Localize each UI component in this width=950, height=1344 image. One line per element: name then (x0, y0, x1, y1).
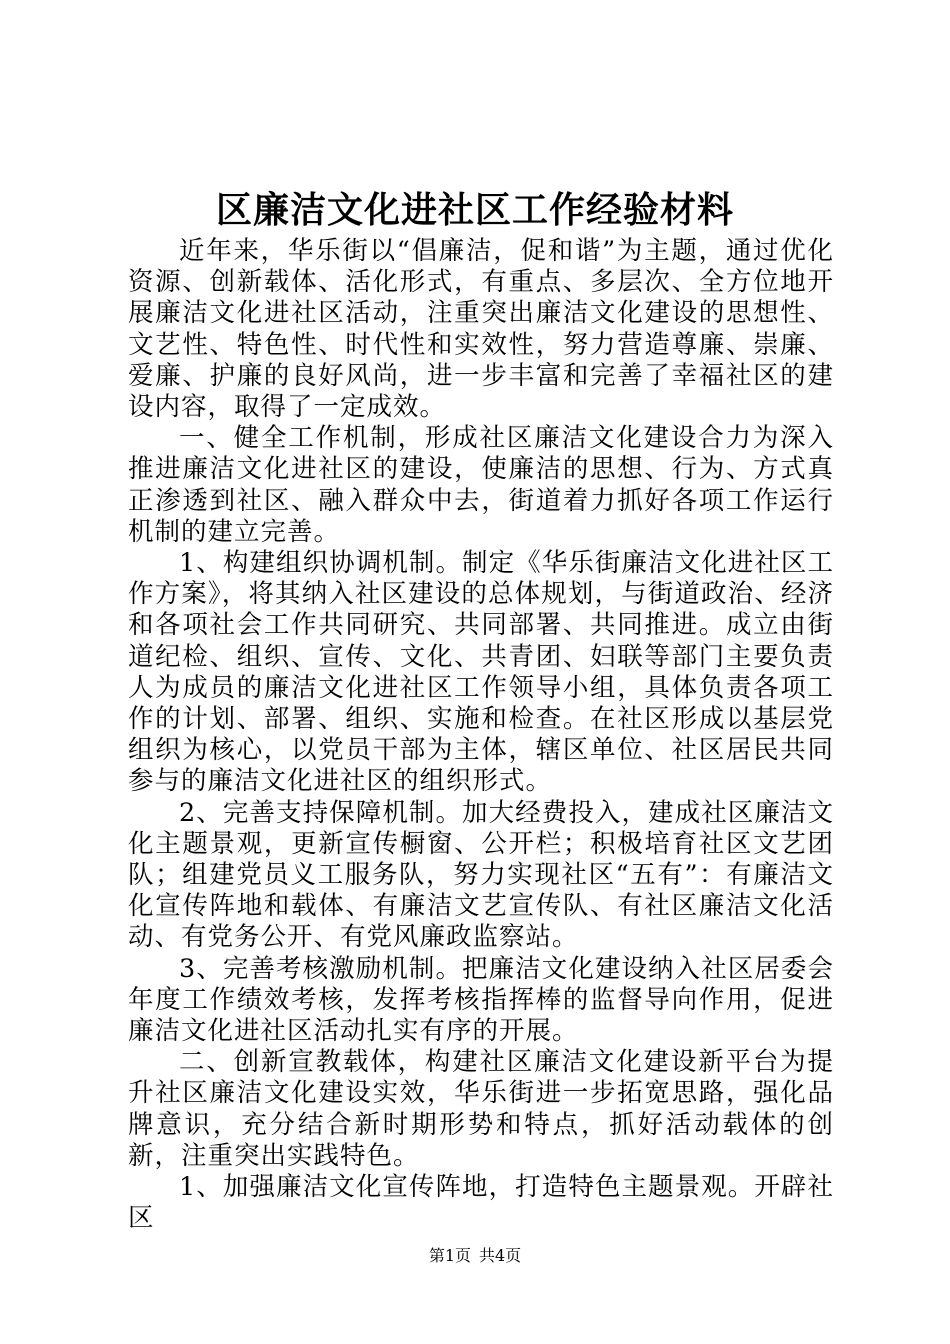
document-body (128, 236, 834, 1235)
paragraph-section-1-item-2: 2、完善支持保障机制。加大经费投入，建成社区廉洁文化主题景观，更新宣传橱窗、公开栏；积极培育社区文艺团队；组建党员义工服务队，努力实现社区“五有”：有廉洁文化宣传阵地和载体、有廉洁文艺宣传队、有社区廉洁文化活动、有党务公开、有党风廉政监察站。 (128, 797, 834, 953)
paragraph-section-2: 二、创新宣教载体，构建社区廉洁文化建设新平台为提升社区廉洁文化建设实效，华乐街进一步拓宽思路，强化品牌意识，充分结合新时期形势和特点，抓好活动载体的创新，注重突出实践特色。 (128, 1047, 834, 1171)
page-number: 第1页 (428, 1246, 471, 1265)
document-title: 区廉洁文化进社区工作经验材料 (215, 189, 734, 231)
paragraph-section-2-item-1: 1、加强廉洁文化宣传阵地，打造特色主题景观。开辟社区 (128, 1172, 834, 1234)
page-total: 共4页 (479, 1246, 522, 1265)
page-footer (0, 1244, 950, 1268)
paragraph-intro: 近年来，华乐街以“倡廉洁，促和谐”为主题，通过优化资源、创新载体、活化形式，有重点、多层次、全方位地开展廉洁文化进社区活动，注重突出廉洁文化建设的思想性、文艺性、特色性、时代性和实效性，努力营造尊廉、崇廉、爱廉、护廉的良好风尚，进一步丰富和完善了幸福社区的建设内容，取得了一定成效。 (128, 236, 834, 423)
paragraph-section-1-item-1: 1、构建组织协调机制。制定《华乐街廉洁文化进社区工作方案》，将其纳入社区建设的总体规划，与街道政治、经济和各项社会工作共同研究、共同部署、共同推进。成立由街道纪检、组织、宣传、文化、共青团、妇联等部门主要负责人为成员的廉洁文化进社区工作领导小组，具体负责各项工作的计划、部署、组织、实施和检查。在社区形成以基层党组织为核心，以党员干部为主体，辖区单位、社区居民共同参与的廉洁文化进社区的组织形式。 (128, 548, 834, 797)
paragraph-section-1: 一、健全工作机制，形成社区廉洁文化建设合力为深入推进廉洁文化进社区的建设，使廉洁的思想、行为、方式真正渗透到社区、融入群众中去，街道着力抓好各项工作运行机制的建立完善。 (128, 423, 834, 547)
paragraph-section-1-item-3: 3、完善考核激励机制。把廉洁文化建设纳入社区居委会年度工作绩效考核，发挥考核指挥棒的监督导向作用，促进廉洁文化进社区活动扎实有序的开展。 (128, 953, 834, 1047)
